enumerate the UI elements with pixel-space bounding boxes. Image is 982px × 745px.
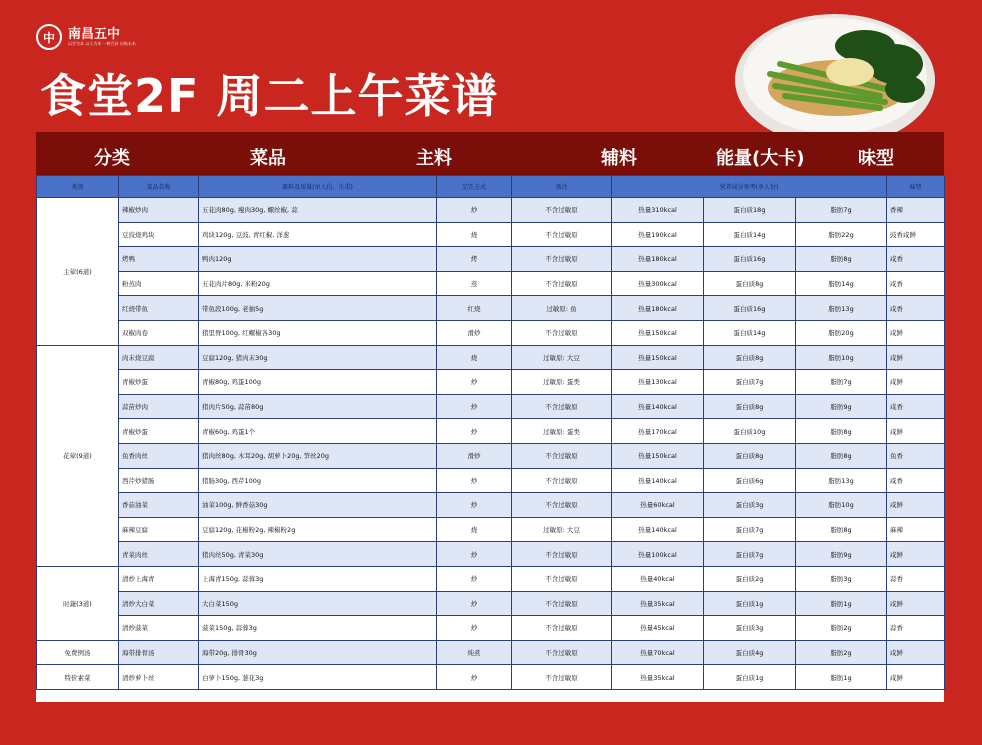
calories-cell: 热量170kcal [612, 419, 704, 444]
fat-cell: 脂肪8g [796, 247, 887, 272]
notes-cell: 不含过敏原 [512, 394, 612, 419]
flavor-cell: 咸鲜 [887, 370, 945, 395]
ingredients-cell: 猪肠30g, 西芹100g [199, 468, 437, 493]
notes-cell: 不含过敏原 [512, 320, 612, 345]
banner-category: 分类 [94, 148, 130, 169]
protein-cell: 蛋白质3g [704, 493, 796, 518]
fat-cell: 脂肪2g [796, 616, 887, 641]
header-ingredients: 原料及用量(单人份、生重) [199, 176, 437, 198]
notes-cell: 不含过敏原 [512, 566, 612, 591]
calories-cell: 热量150kcal [612, 320, 704, 345]
cooking-method-cell: 炒 [437, 419, 512, 444]
protein-cell: 蛋白质14g [704, 320, 796, 345]
school-name: 南昌五中 [68, 26, 121, 42]
table-row [37, 345, 945, 370]
fat-cell: 脂肪14g [796, 271, 887, 296]
flavor-cell: 鱼香 [887, 443, 945, 468]
dish-name-cell: 蒜苗炒肉 [119, 394, 199, 419]
flavor-cell: 咸香 [887, 468, 945, 493]
cooking-method-cell: 炒 [437, 591, 512, 616]
dish-name-cell: 海带排骨汤 [119, 640, 199, 665]
dish-name-cell: 清炒大白菜 [119, 591, 199, 616]
protein-cell: 蛋白质7g [704, 517, 796, 542]
ingredients-cell: 菠菜150g, 蒜蓉3g [199, 616, 437, 641]
ingredients-cell: 五花肉片80g, 米粉20g [199, 271, 437, 296]
fat-cell: 脂肪7g [796, 370, 887, 395]
dish-name-cell: 青椒炒蛋 [119, 370, 199, 395]
fat-cell: 脂肪10g [796, 345, 887, 370]
flavor-cell: 咸鲜 [887, 419, 945, 444]
fat-cell: 脂肪2g [796, 640, 887, 665]
dish-name-cell: 香菇油菜 [119, 493, 199, 518]
flavor-cell: 咸鲜 [887, 665, 945, 690]
table-row [37, 517, 945, 542]
notes-cell: 不含过敏原 [512, 542, 612, 567]
flavor-cell: 咸鲜 [887, 320, 945, 345]
flavor-cell: 咸鲜 [887, 640, 945, 665]
dish-name-cell: 辣椒炒肉 [119, 198, 199, 223]
logo-seal-icon: 中 [36, 24, 62, 50]
notes-cell: 不含过敏原 [512, 443, 612, 468]
ingredients-cell: 鸡块120g, 豆豉, 青红椒, 洋葱 [199, 222, 437, 247]
category-cell: 时蔬(3道) [37, 566, 119, 640]
ingredients-cell: 白萝卜150g, 葱花3g [199, 665, 437, 690]
calories-cell: 热量100kcal [612, 542, 704, 567]
table-row [37, 616, 945, 641]
dish-name-cell: 清炒上海青 [119, 566, 199, 591]
ingredients-cell: 猪里脊100g, 红螺椒各30g [199, 320, 437, 345]
category-cell: 花荤(9道) [37, 345, 119, 566]
notes-cell: 不含过敏原 [512, 640, 612, 665]
dish-name-cell: 双椒肉卷 [119, 320, 199, 345]
calories-cell: 热量310kcal [612, 198, 704, 223]
flavor-cell: 咸鲜 [887, 493, 945, 518]
calories-cell: 热量140kcal [612, 517, 704, 542]
flavor-cell: 咸香 [887, 394, 945, 419]
calories-cell: 热量60kcal [612, 493, 704, 518]
table-row [37, 296, 945, 321]
table-row [37, 271, 945, 296]
cooking-method-cell: 炒 [437, 566, 512, 591]
banner-main-ingredient: 主料 [416, 148, 452, 169]
calories-cell: 热量40kcal [612, 566, 704, 591]
banner-dish: 菜品 [250, 148, 286, 169]
table-header-row [37, 176, 945, 198]
dish-name-cell: 青菜肉丝 [119, 542, 199, 567]
protein-cell: 蛋白质2g [704, 566, 796, 591]
ingredients-cell: 猪肉片50g, 蒜苗80g [199, 394, 437, 419]
cooking-method-cell: 滑炒 [437, 320, 512, 345]
notes-cell: 不含过敏原 [512, 665, 612, 690]
fat-cell: 脂肪13g [796, 296, 887, 321]
flavor-cell: 咸鲜 [887, 591, 945, 616]
protein-cell: 蛋白质8g [704, 345, 796, 370]
cooking-method-cell: 烧 [437, 222, 512, 247]
protein-cell: 蛋白质10g [704, 419, 796, 444]
banner-flavor: 味型 [858, 148, 894, 169]
ingredients-cell: 大白菜150g [199, 591, 437, 616]
calories-cell: 热量150kcal [612, 443, 704, 468]
cooking-method-cell: 炒 [437, 370, 512, 395]
page-title: 食堂2F 周二上午菜谱 [40, 69, 499, 123]
ingredients-cell: 海带20g, 排骨30g [199, 640, 437, 665]
calories-cell: 热量190kcal [612, 222, 704, 247]
calories-cell: 热量180kcal [612, 247, 704, 272]
dish-name-cell: 豆豉烧鸡块 [119, 222, 199, 247]
table-row [37, 640, 945, 665]
protein-cell: 蛋白质8g [704, 443, 796, 468]
table-row [37, 247, 945, 272]
ingredients-cell: 鸭肉120g [199, 247, 437, 272]
flavor-cell: 咸香 [887, 296, 945, 321]
dish-name-cell: 青椒炒蛋 [119, 419, 199, 444]
protein-cell: 蛋白质1g [704, 665, 796, 690]
notes-cell: 不含过敏原 [512, 198, 612, 223]
school-slogan: 以学为本 以人为本 一树百获 启航未来 [68, 40, 136, 46]
flavor-cell: 咸香 [887, 247, 945, 272]
protein-cell: 蛋白质7g [704, 370, 796, 395]
fat-cell: 脂肪9g [796, 542, 887, 567]
dish-name-cell: 西芹炒猪肠 [119, 468, 199, 493]
calories-cell: 热量130kcal [612, 370, 704, 395]
table-row [37, 419, 945, 444]
cooking-method-cell: 炒 [437, 198, 512, 223]
dish-name-cell: 麻辣豆腐 [119, 517, 199, 542]
cooking-method-cell: 红烧 [437, 296, 512, 321]
cooking-method-cell: 炒 [437, 542, 512, 567]
ingredients-cell: 带鱼段100g, 老抽5g [199, 296, 437, 321]
table-row [37, 468, 945, 493]
fat-cell: 脂肪20g [796, 320, 887, 345]
fat-cell: 脂肪8g [796, 443, 887, 468]
protein-cell: 蛋白质8g [704, 394, 796, 419]
cooking-method-cell: 烧 [437, 517, 512, 542]
notes-cell: 过敏原: 蛋类 [512, 370, 612, 395]
flavor-cell: 豉香咸鲜 [887, 222, 945, 247]
fat-cell: 脂肪22g [796, 222, 887, 247]
table-row [37, 198, 945, 223]
header-cooking-method: 烹饪方式 [437, 176, 512, 198]
fat-cell: 脂肪13g [796, 468, 887, 493]
notes-cell: 不含过敏原 [512, 247, 612, 272]
protein-cell: 蛋白质1g [704, 591, 796, 616]
column-banner [36, 132, 944, 175]
dish-name-cell: 红烧带鱼 [119, 296, 199, 321]
notes-cell: 不含过敏原 [512, 468, 612, 493]
protein-cell: 蛋白质4g [704, 640, 796, 665]
cooking-method-cell: 烤 [437, 247, 512, 272]
header-flavor: 味型 [887, 176, 945, 198]
flavor-cell: 麻辣 [887, 517, 945, 542]
ingredients-cell: 猪肉丝50g, 青菜30g [199, 542, 437, 567]
dish-name-cell: 鱼香肉丝 [119, 443, 199, 468]
fat-cell: 脂肪9g [796, 394, 887, 419]
cooking-method-cell: 炒 [437, 616, 512, 641]
fat-cell: 脂肪7g [796, 198, 887, 223]
ingredients-cell: 青椒60g, 鸡蛋1个 [199, 419, 437, 444]
calories-cell: 热量140kcal [612, 468, 704, 493]
cooking-method-cell: 炒 [437, 665, 512, 690]
protein-cell: 蛋白质6g [704, 468, 796, 493]
table-row [37, 566, 945, 591]
notes-cell: 不含过敏原 [512, 222, 612, 247]
table-row [37, 222, 945, 247]
notes-cell: 不含过敏原 [512, 271, 612, 296]
header-notes: 备注 [512, 176, 612, 198]
fat-cell: 脂肪1g [796, 591, 887, 616]
fat-cell: 脂肪10g [796, 493, 887, 518]
dish-name-cell: 清炒萝卜丝 [119, 665, 199, 690]
calories-cell: 热量70kcal [612, 640, 704, 665]
menu-table [36, 175, 945, 690]
notes-cell: 过敏原: 大豆 [512, 517, 612, 542]
fat-cell: 脂肪8g [796, 419, 887, 444]
calories-cell: 热量35kcal [612, 591, 704, 616]
calories-cell: 热量45kcal [612, 616, 704, 641]
notes-cell: 过敏原: 鱼 [512, 296, 612, 321]
category-cell: 特价素菜 [37, 665, 119, 690]
cooking-method-cell: 滑炒 [437, 443, 512, 468]
flavor-cell: 咸鲜 [887, 345, 945, 370]
flavor-cell: 香辣 [887, 198, 945, 223]
category-cell: 免费例汤 [37, 640, 119, 665]
cooking-method-cell: 炒 [437, 468, 512, 493]
notes-cell: 不含过敏原 [512, 616, 612, 641]
calories-cell: 热量35kcal [612, 665, 704, 690]
ingredients-cell: 五花肉80g, 瘦肉30g, 螺丝椒, 蒜 [199, 198, 437, 223]
flavor-cell: 蒜香 [887, 566, 945, 591]
protein-cell: 蛋白质8g [704, 271, 796, 296]
protein-cell: 蛋白质7g [704, 542, 796, 567]
header-dish-name: 菜品名称 [119, 176, 199, 198]
flavor-cell: 蒜香 [887, 616, 945, 641]
table-row [37, 394, 945, 419]
header-category: 类别 [37, 176, 119, 198]
fat-cell: 脂肪1g [796, 665, 887, 690]
cooking-method-cell: 炒 [437, 493, 512, 518]
ingredients-cell: 豆腐120g, 猪肉末30g [199, 345, 437, 370]
protein-cell: 蛋白质14g [704, 222, 796, 247]
calories-cell: 热量140kcal [612, 394, 704, 419]
fat-cell: 脂肪8g [796, 517, 887, 542]
table-row [37, 370, 945, 395]
cooking-method-cell: 蒸 [437, 271, 512, 296]
flavor-cell: 咸鲜 [887, 542, 945, 567]
dish-name-cell: 粉蒸肉 [119, 271, 199, 296]
ingredients-cell: 豆腐120g, 花椒粉2g, 辣椒粉2g [199, 517, 437, 542]
protein-cell: 蛋白质16g [704, 247, 796, 272]
protein-cell: 蛋白质16g [704, 296, 796, 321]
table-row [37, 591, 945, 616]
protein-cell: 蛋白质18g [704, 198, 796, 223]
table-row [37, 542, 945, 567]
header-nutrition: 营养成分参考(单人份) [612, 176, 887, 198]
table-row [37, 320, 945, 345]
ingredients-cell: 猪肉丝80g, 木耳20g, 胡萝卜20g, 笋丝20g [199, 443, 437, 468]
category-cell: 主荤(6道) [37, 198, 119, 346]
calories-cell: 热量300kcal [612, 271, 704, 296]
protein-cell: 蛋白质3g [704, 616, 796, 641]
ingredients-cell: 青椒80g, 鸡蛋100g [199, 370, 437, 395]
school-logo [36, 24, 136, 50]
cooking-method-cell: 炖煮 [437, 640, 512, 665]
calories-cell: 热量180kcal [612, 296, 704, 321]
notes-cell: 不含过敏原 [512, 493, 612, 518]
dish-name-cell: 烤鸭 [119, 247, 199, 272]
ingredients-cell: 上海青150g, 蒜蓉3g [199, 566, 437, 591]
table-row [37, 493, 945, 518]
menu-panel [36, 132, 944, 702]
banner-energy: 能量(大卡) [716, 148, 805, 169]
banner-side-ingredient: 辅料 [601, 148, 637, 169]
notes-cell: 过敏原: 大豆 [512, 345, 612, 370]
calories-cell: 热量150kcal [612, 345, 704, 370]
table-row [37, 665, 945, 690]
ingredients-cell: 油菜100g, 鲜香菇30g [199, 493, 437, 518]
fat-cell: 脂肪3g [796, 566, 887, 591]
dish-name-cell: 清炒菠菜 [119, 616, 199, 641]
table-row [37, 443, 945, 468]
notes-cell: 过敏原: 蛋类 [512, 419, 612, 444]
cooking-method-cell: 烧 [437, 345, 512, 370]
dish-name-cell: 肉末烧豆腐 [119, 345, 199, 370]
cooking-method-cell: 炒 [437, 394, 512, 419]
flavor-cell: 咸香 [887, 271, 945, 296]
notes-cell: 不含过敏原 [512, 591, 612, 616]
